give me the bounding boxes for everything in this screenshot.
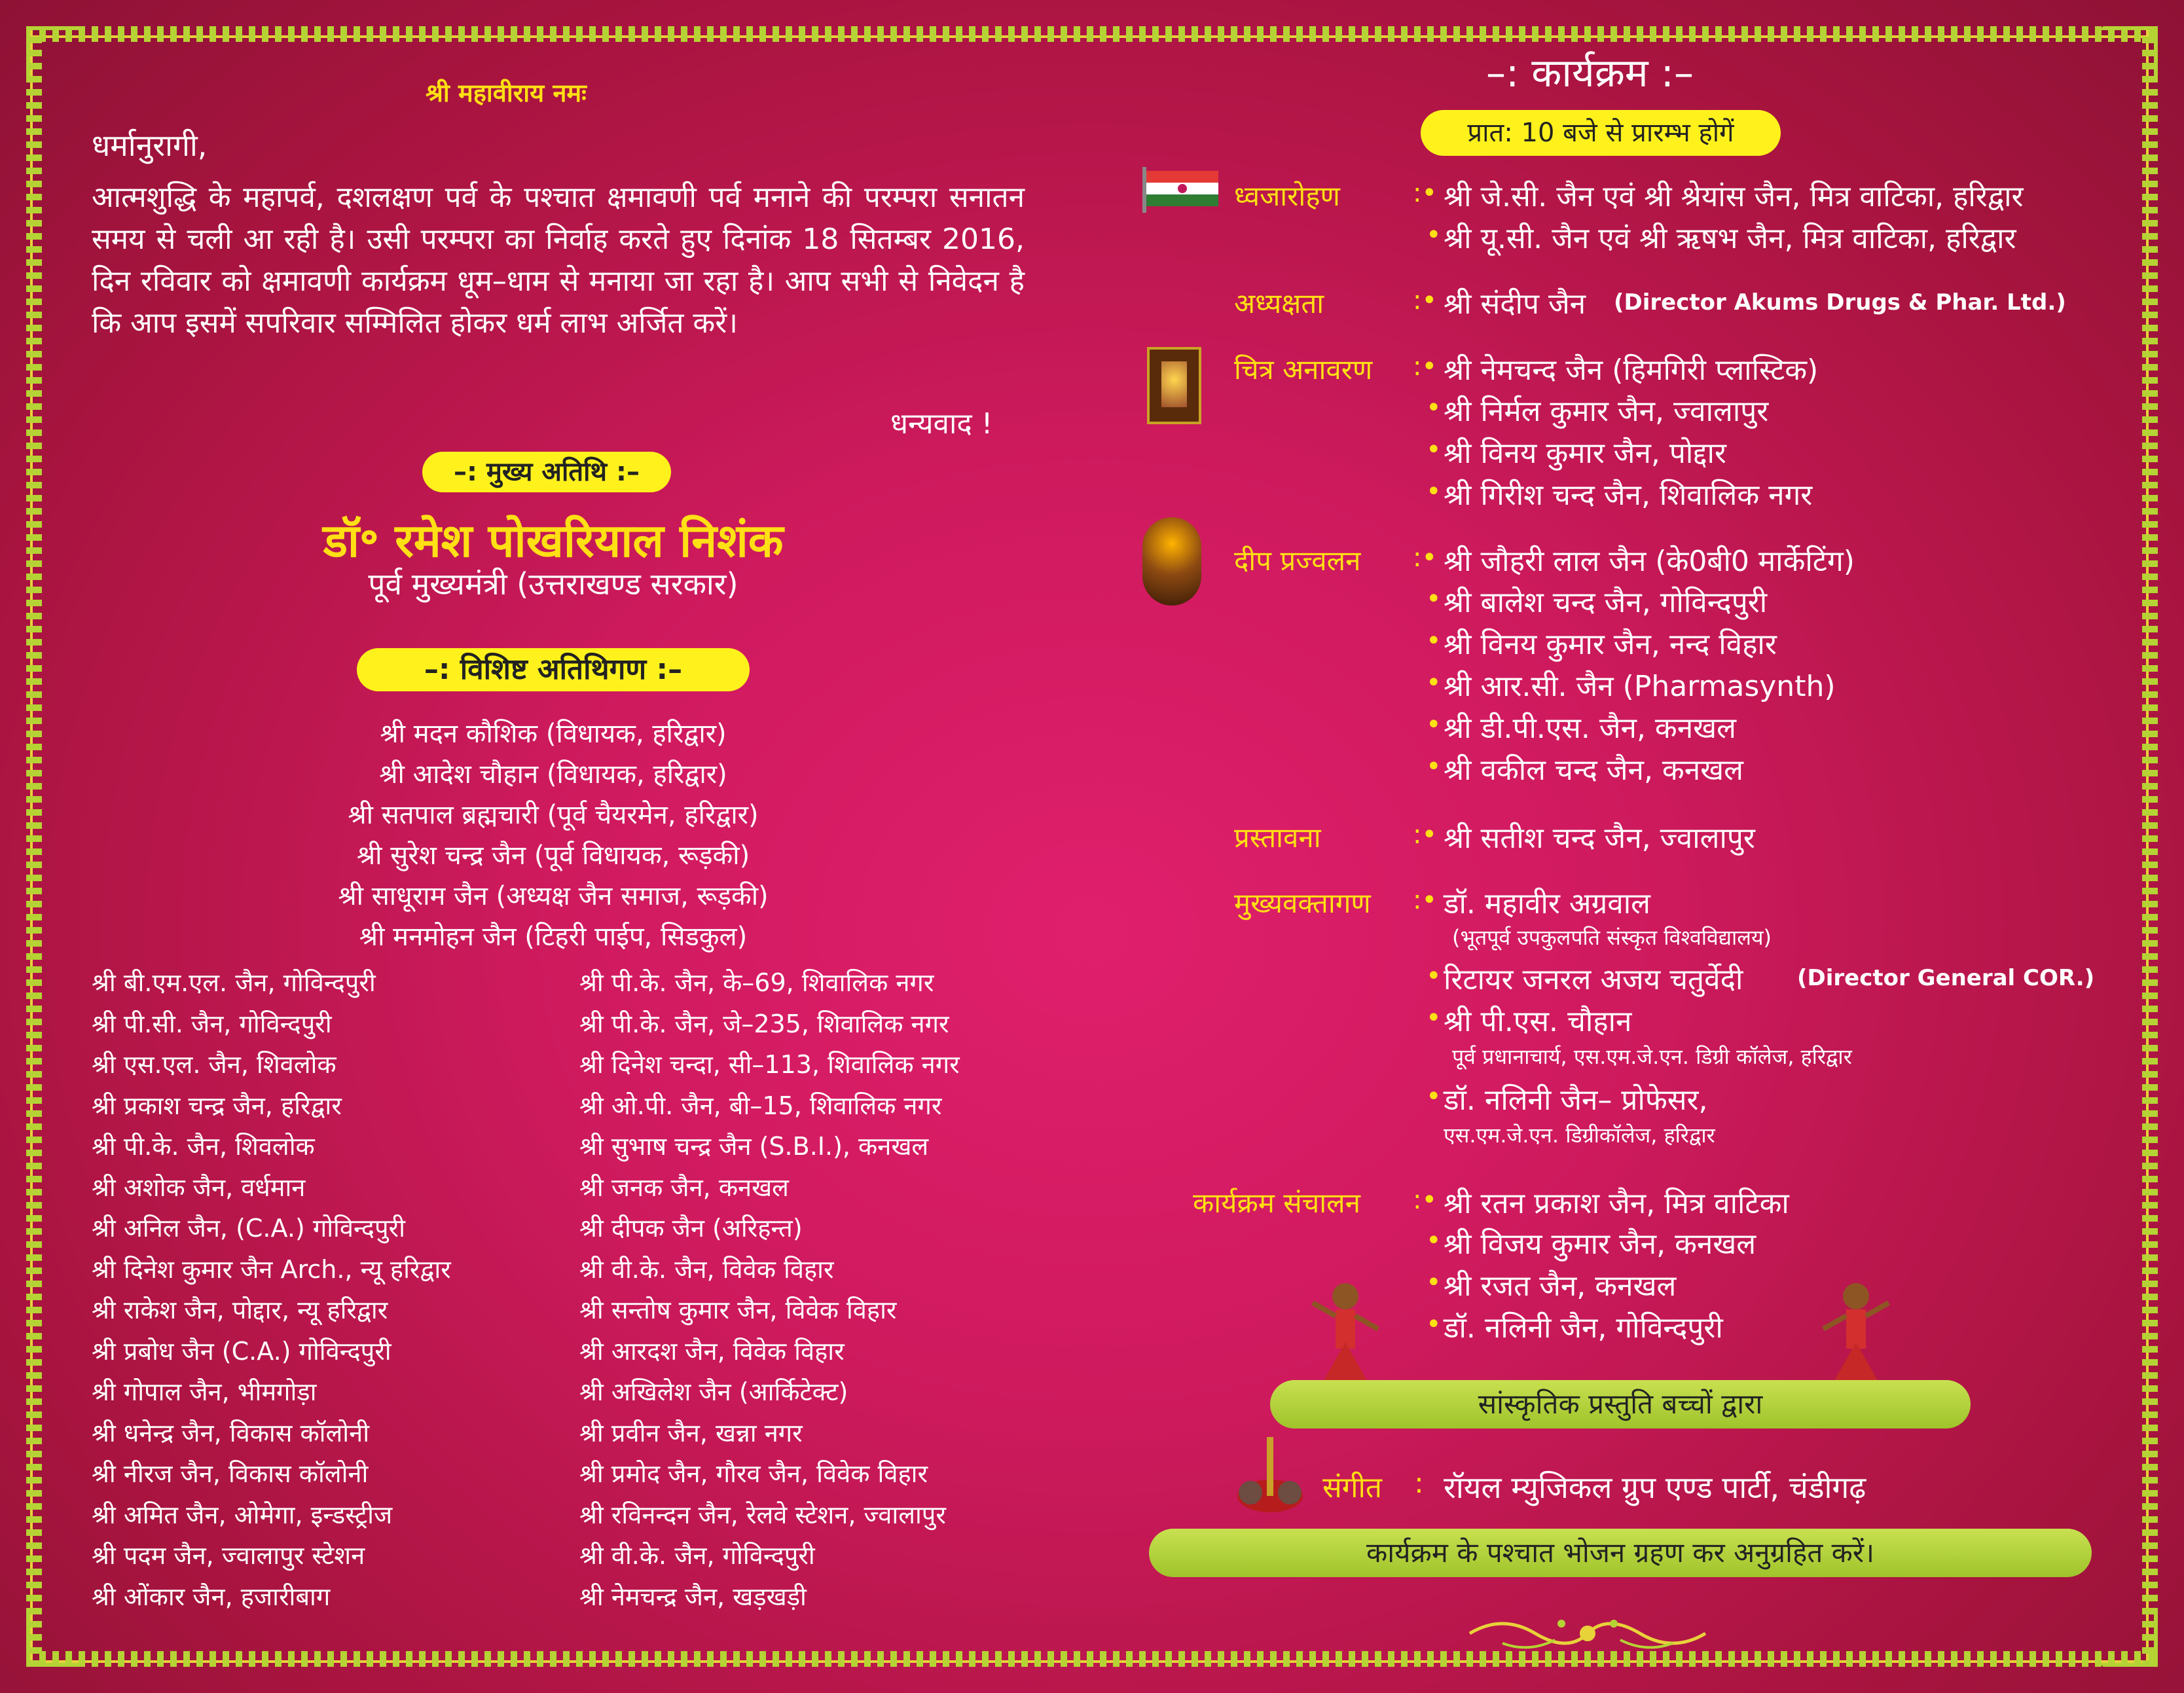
program-host-entry: श्री विजय कुमार जैन, कनखल — [1444, 1228, 1756, 1261]
program-host-entry: श्री रजत जैन, कनखल — [1444, 1269, 1677, 1303]
flag-hoisting-label: ध्वजारोहण — [1234, 180, 1340, 212]
speaker-name: डॉ. नलिनी जैन– प्रोफेसर, — [1444, 1083, 1708, 1117]
guest-item: श्री आरदश जैन, विवेक विहार — [579, 1336, 845, 1366]
music-instruments-icon — [1231, 1430, 1309, 1516]
unveiling-label: चित्र अनावरण — [1234, 354, 1373, 386]
lamp-lighting-label: दीप प्रज्वलन — [1234, 545, 1361, 577]
corner-ornament — [26, 26, 82, 82]
greeting: धर्मानुरागी, — [92, 128, 208, 163]
border-bottom — [26, 1651, 2158, 1667]
special-guest: श्री मदन कौशिक (विधायक, हरिद्वार) — [380, 719, 727, 749]
flag-icon — [1142, 167, 1221, 213]
lamp-lighting-entry: श्री बालेश चन्द जैन, गोविन्दपुरी — [1444, 586, 1768, 619]
guest-item: श्री धनेन्द्र जैन, विकास कॉलोनी — [92, 1418, 370, 1447]
guest-list-right — [579, 962, 960, 1617]
border-top — [26, 26, 2158, 42]
program-host-label: कार्यक्रम संचालन — [1193, 1187, 1360, 1219]
chief-guest-name: डॉ॰ रमेश पोखरियाल निशंक — [323, 514, 784, 568]
music-label: संगीत — [1322, 1471, 1382, 1504]
thanks-text: धन्यवाद ! — [890, 407, 993, 441]
colon: :• — [1413, 178, 1438, 208]
presidency-label: अध्यक्षता — [1234, 287, 1324, 319]
guest-list-left — [92, 962, 451, 1617]
guest-item: श्री नेमचन्द्र जैन, खड़खड़ी — [579, 1582, 807, 1611]
corner-ornament — [26, 1611, 82, 1667]
lamp-lighting-entry: श्री डी.पी.एस. जैन, कनखल — [1444, 712, 1736, 745]
guest-item: श्री पदम जैन, ज्वालापुर स्टेशन — [92, 1541, 365, 1570]
bullet: • — [1426, 584, 1442, 614]
bullet: • — [1426, 668, 1442, 698]
floral-ornament-icon — [1463, 1611, 1712, 1656]
invitation-paragraph: आत्मशुद्धि के महापर्व, दशलक्षण पर्व के पश्चात क्षमावणी पर्व मनाने की परम्परा सनातन समय से चली आ रही है। उसी परम्परा का निर्वाह करते हुए दिनांक 18 सितम्बर 2016, दिन रविवार को क्षमावणी कार्यक्रम धूम–धाम से मनाया जा रहा है। आप सभी से निवेदन है कि आप इसमें सपरिवार सम्मिलित होकर धर्म लाभ अर्जित करें। — [92, 181, 1025, 340]
guest-item: श्री जनक जैन, कनखल — [579, 1173, 789, 1202]
bullet: • — [1426, 1003, 1442, 1033]
flag-hoisting-entry: श्री जे.सी. जैन एवं श्री श्रेयांस जैन, मित्र वाटिका, हरिद्वार — [1444, 180, 2024, 213]
speaker-name: रिटायर जनरल अजय चतुर्वेदी — [1444, 963, 1743, 996]
bullet: • — [1426, 477, 1442, 507]
guest-item: श्री पी.सी. जैन, गोविन्दपुरी — [92, 1009, 332, 1038]
special-guest: श्री साधूराम जैन (अध्यक्ष जैन समाज, रूड़की) — [338, 881, 769, 911]
guest-item: श्री पी.के. जैन, शिवलोक — [92, 1132, 315, 1161]
border-left — [26, 26, 42, 1667]
cultural-program-banner: सांस्कृतिक प्रस्तुति बच्चों द्वारा — [1270, 1380, 1971, 1429]
bullet: • — [1426, 626, 1442, 656]
lamp-lighting-entry: श्री जौहरी लाल जैन (के0बी0 मार्केटिंग) — [1444, 545, 1855, 578]
program-title: –: कार्यक्रम :– — [1486, 50, 1694, 96]
flag-hoisting-entry: श्री यू.सी. जैन एवं श्री ऋषभ जैन, मित्र वाटिका, हरिद्वार — [1444, 222, 2016, 255]
colon: :• — [1413, 820, 1438, 850]
colon: :• — [1413, 885, 1438, 915]
guest-item: श्री प्रबोध जैन (C.A.) गोविन्दपुरी — [92, 1336, 391, 1366]
salutation: श्री महावीराय नमः — [426, 79, 587, 107]
guest-item: श्री एस.एल. जैन, शिवलोक — [92, 1050, 337, 1079]
bullet: • — [1426, 1226, 1442, 1256]
chief-guest-designation: पूर्व मुख्यमंत्री (उत्तराखण्ड सरकार) — [368, 566, 738, 602]
unveiling-entry: श्री विनय कुमार जैन, पोद्दार — [1444, 437, 1726, 470]
unveiling-entry: श्री नेमचन्द जैन (हिमगिरी प्लास्टिक) — [1444, 354, 1819, 387]
guest-item: श्री सन्तोष कुमार जैन, विवेक विहार — [579, 1296, 897, 1324]
lamp-lighting-entry: श्री विनय कुमार जैन, नन्द विहार — [1444, 628, 1777, 661]
guest-item: श्री ओ.पी. जैन, बी–15, शिवालिक नगर — [579, 1091, 942, 1120]
program-host-entry: डॉ. नलिनी जैन, गोविन्दपुरी — [1444, 1311, 1723, 1345]
guest-item: श्री दिनेश कुमार जैन Arch., न्यू हरिद्वार — [92, 1254, 451, 1284]
chief-guest-heading: –: मुख्य अतिथि :– — [422, 452, 671, 492]
guest-item: श्री नीरज जैन, विकास कॉलोनी — [92, 1459, 369, 1488]
guest-item: श्री पी.के. जैन, के–69, शिवालिक नगर — [579, 968, 934, 997]
special-guest: श्री सतपाल ब्रह्मचारी (पूर्व चैयरमेन, हरिद्वार) — [348, 800, 759, 830]
guest-item: श्री अशोक जैन, वर्धमान — [92, 1173, 306, 1202]
colon: :• — [1413, 1185, 1438, 1215]
guest-item: श्री पी.के. जैन, जे–235, शिवालिक नगर — [579, 1009, 949, 1038]
special-guests-heading: –: विशिष्ट अतिथिगण :– — [357, 648, 750, 691]
colon: : — [1414, 1466, 1424, 1500]
guest-item: श्री प्रकाश चन्द्र जैन, हरिद्वार — [92, 1091, 342, 1120]
corner-ornament — [2102, 26, 2158, 82]
special-guest: श्री आदेश चौहान (विधायक, हरिद्वार) — [379, 759, 727, 790]
bullet: • — [1426, 1082, 1442, 1112]
presidency-entry: श्री संदीप जैन — [1444, 287, 1586, 321]
speakers-label: मुख्यवक्तागण — [1234, 887, 1371, 919]
speaker-name: डॉ. महावीर अग्रवाल — [1444, 887, 1650, 920]
portrait-icon — [1147, 347, 1201, 424]
guest-item: श्री बी.एम.एल. जैन, गोविन्दपुरी — [92, 968, 376, 997]
corner-ornament — [2102, 1611, 2158, 1667]
guest-item: श्री अखिलेश जैन (आर्किटेक्ट) — [579, 1377, 848, 1406]
guest-item: श्री गोपाल जैन, भीमगोड़ा — [92, 1377, 317, 1406]
bullet: • — [1426, 435, 1442, 465]
colon: :• — [1413, 285, 1438, 316]
guest-item: श्री दीपक जैन (अरिहन्त) — [579, 1214, 803, 1243]
guest-item: श्री सुभाष चन्द्र जैन (S.B.I.), कनखल — [579, 1132, 929, 1161]
special-guests-list — [226, 714, 881, 957]
unveiling-entry: श्री निर्मल कुमार जैन, ज्वालापुर — [1444, 395, 1769, 428]
guest-item: श्री अमित जैन, ओमेगा, इन्डस्ट्रीज — [92, 1500, 393, 1529]
speaker-note: पूर्व प्रधानाचार्य, एस.एम.जे.एन. डिग्री कॉलेज, हरिद्वार — [1452, 1044, 1852, 1069]
bullet: • — [1426, 220, 1442, 250]
bullet: • — [1426, 1267, 1442, 1298]
guest-item: श्री ओंकार जैन, हजारीबाग — [92, 1582, 331, 1611]
guest-item: श्री वी.के. जैन, गोविन्दपुरी — [579, 1541, 815, 1570]
speaker-note: (भूतपूर्व उपकुलपति संस्कृत विश्वविद्यालय) — [1452, 925, 1772, 950]
border-right — [2142, 26, 2158, 1667]
bullet: • — [1426, 1309, 1442, 1339]
special-guest: श्री सुरेश चन्द्र जैन (पूर्व विधायक, रूड़की) — [356, 841, 750, 871]
guest-item: श्री रविनन्दन जैन, रेलवे स्टेशन, ज्वालापुर — [579, 1500, 946, 1529]
speaker-note: एस.एम.जे.एन. डिग्रीकॉलेज, हरिद्वार — [1444, 1123, 1715, 1148]
guest-item: श्री प्रमोद जैन, गौरव जैन, विवेक विहार — [579, 1459, 928, 1488]
guest-item: श्री वी.के. जैन, विवेक विहार — [579, 1254, 834, 1284]
lamp-lighting-entry: श्री वकील चन्द जैन, कनखल — [1444, 754, 1743, 787]
speaker-note: (Director General COR.) — [1797, 965, 2095, 991]
speaker-name: श्री पी.एस. चौहान — [1444, 1005, 1632, 1038]
program-time: प्रात: 10 बजे से प्रारम्भ होगें — [1421, 110, 1781, 156]
introduction-entry: श्री सतीश चन्द जैन, ज्वालापुर — [1444, 822, 1755, 855]
music-entry: रॉयल म्युजिकल ग्रुप एण्ड पार्टी, चंडीगढ़ — [1444, 1470, 1866, 1505]
guest-item: श्री अनिल जैन, (C.A.) गोविन्दपुरी — [92, 1214, 405, 1243]
lamp-lighting-entry: श्री आर.सी. जैन (Pharmasynth) — [1444, 670, 1836, 703]
bullet: • — [1426, 752, 1442, 782]
colon: :• — [1413, 352, 1438, 382]
bullet: • — [1426, 393, 1442, 423]
introduction-label: प्रस्तावना — [1234, 822, 1321, 854]
presidency-note: (Director Akums Drugs & Phar. Ltd.) — [1614, 289, 2066, 316]
guest-item: श्री राकेश जैन, पोद्दार, न्यू हरिद्वार — [92, 1296, 388, 1324]
guest-item: श्री दिनेश चन्दा, सी–113, शिवालिक नगर — [579, 1050, 960, 1079]
program-host-entry: श्री रतन प्रकाश जैन, मित्र वाटिका — [1444, 1187, 1789, 1220]
food-notice-banner: कार्यक्रम के पश्चात भोजन ग्रहण कर अनुग्रहित करें। — [1149, 1529, 2092, 1577]
lamp-icon — [1142, 517, 1201, 606]
unveiling-entry: श्री गिरीश चन्द जैन, शिवालिक नगर — [1444, 479, 1813, 512]
bullet: • — [1426, 710, 1442, 740]
bullet: • — [1426, 961, 1442, 991]
special-guest: श्री मनमोहन जैन (टिहरी पाईप, सिडकुल) — [359, 922, 748, 952]
guest-item: श्री प्रवीन जैन, खन्ना नगर — [579, 1418, 803, 1447]
colon: :• — [1413, 543, 1438, 573]
